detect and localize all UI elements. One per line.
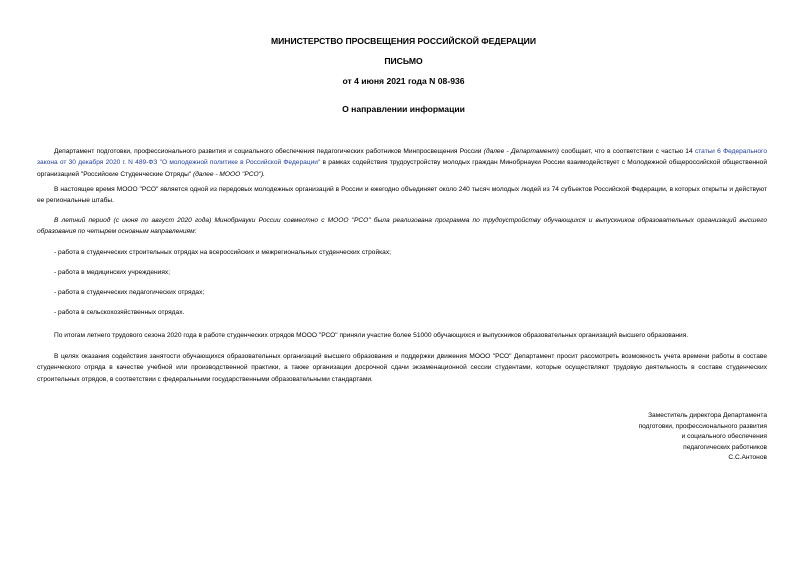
paragraph-1-text-a: Департамент подготовки, профессионального развития и социального обеспечения педагогических работников Минпросвещения России (54, 148, 484, 155)
paragraph-3-text-c: Минобрнауки России совместно с МООО "РСО" была реализована программа по трудоустройству обучающихся и выпускников образовательных организаций высшего образования по четырем основным направлениям: (37, 217, 767, 236)
paragraph-1-rso-abbrev: (далее - МООО "РСО"). (193, 170, 265, 178)
signature-department-line-2: подготовки, профессионального развития (638, 422, 767, 430)
paragraph-3 (37, 215, 767, 238)
signature-department-line-4: педагогических работников (683, 443, 767, 451)
paragraph-1 (37, 146, 767, 180)
signature-block (639, 411, 767, 464)
signature-position: Заместитель директора Департамента (648, 412, 767, 419)
paragraph-3-period: (с июня по август 2020 года) (113, 217, 212, 224)
paragraph-3-text-a: В летний период (54, 217, 114, 224)
list-item: - работа в студенческих строительных отрядах на всероссийских и межрегиональных студенческих стройках; (54, 249, 391, 256)
list-item: - работа в сельскохозяйственных отрядах. (54, 309, 185, 316)
paragraph-5: В целях оказания содействия занятости обучающихся образовательных организаций высшего образования и поддержки движения МООО "РСО" Департамент просит рассмотреть возможность учета времени работы в составе студенческого отряда в качестве учебной или производственной практики, а также организации досрочной сдачи экзаменационной сессии студентами, которые осуществляют трудовую деятельность в составе студенческих строительных отрядов, в соответствии с федеральными государственными образовательными стандартами. (37, 353, 767, 383)
paragraph-1-department-abbrev: (далее - Департамент) (483, 148, 559, 155)
signature-name: С.С.Антонов (728, 454, 767, 462)
law-reference-link[interactable]: статьи 6 Федерального закона от 30 декабря 2020 г. N 489-ФЗ "О молодежной политике в Российской Федерации" (37, 148, 767, 167)
document-date-number: от 4 июня 2021 года N 08-936 (342, 76, 465, 86)
ministry-heading: МИНИСТЕРСТВО ПРОСВЕЩЕНИЯ РОССИЙСКОЙ ФЕДЕРАЦИИ (270, 36, 537, 46)
paragraph-4: По итогам летнего трудового сезона 2020 года в работе студенческих отрядов МООО "РСО" приняли участие более 51000 обучающихся и выпускников образовательных организаций высшего образования. (54, 332, 689, 339)
list-item: - работа в медицинских учреждениях; (54, 269, 171, 276)
document-type: ПИСЬМО (384, 56, 423, 66)
list-item: - работа в студенческих педагогических отрядах; (54, 289, 205, 296)
document-subject: О направлении информации (342, 104, 465, 114)
paragraph-2: В настоящее время МООО "РСО" является одной из передовых молодежных организаций в России и ежегодно объединяет около 240 тысяч молодых людей из 74 субъектов Российской Федерации, в которых открыты и действуют ее региональные штабы. (37, 186, 767, 205)
paragraph-1-text-c: сообщает, что в соответствии с частью 14 (558, 148, 695, 155)
signature-department-line-3: и социального обеспечения (681, 433, 767, 441)
paragraph-1-text-d: в рамках содействия трудоустройству молодых граждан Минобрнауки России взаимодействует с Молодежной общероссийской общественной организацией "Российские Студенческие Отряды" (37, 159, 768, 178)
